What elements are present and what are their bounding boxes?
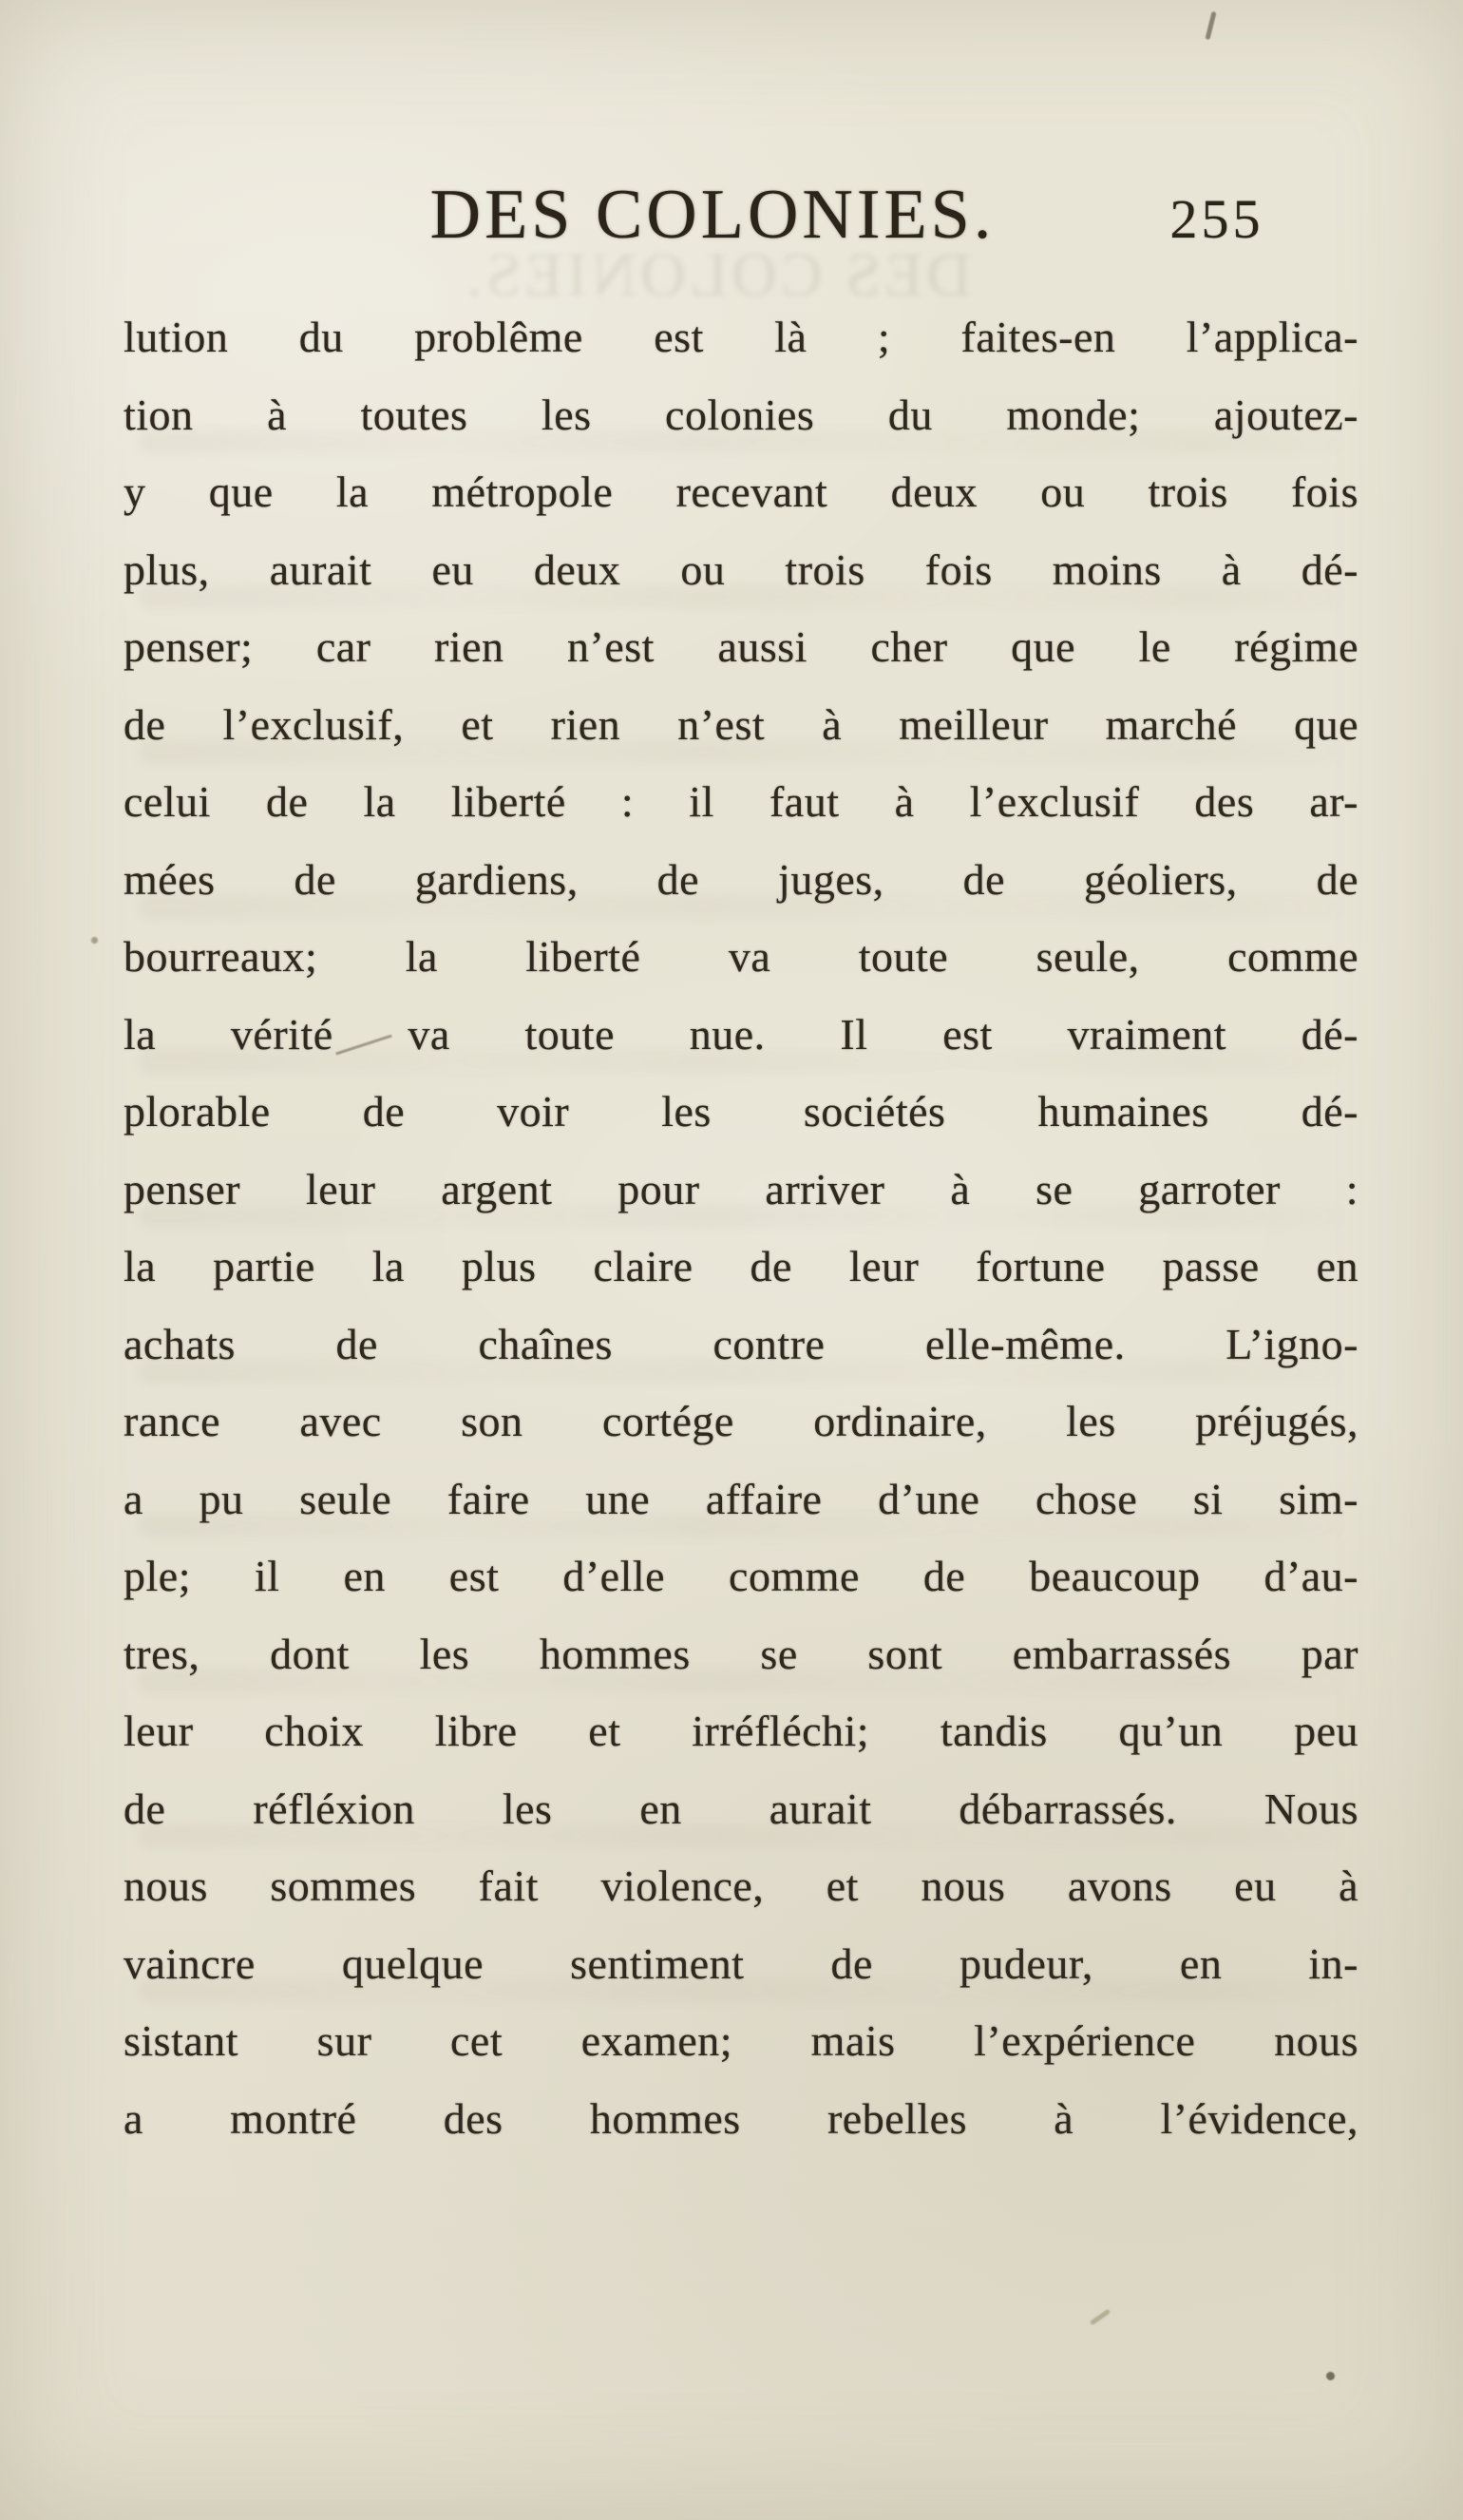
- text-line: celui de la liberté : il faut à l’exclusif des ar-: [124, 777, 1358, 826]
- text-line: leur choix libre et irréfléchi; tandis qu’un peu: [124, 1707, 1358, 1755]
- text-line: tres, dont les hommes se sont embarrassés par: [124, 1629, 1358, 1678]
- body-text: [124, 298, 1358, 2157]
- text-line: plorable de voir les sociétés humaines dé-: [124, 1087, 1358, 1136]
- page-title: DES COLONIES.: [429, 176, 996, 254]
- text-line: y que la métropole recevant deux ou trois fois: [124, 468, 1358, 516]
- page-number: 255: [1169, 188, 1264, 250]
- text-line: la vérité va toute nue. Il est vraiment dé-: [124, 1009, 1358, 1059]
- text-line: penser leur argent pour arriver à se garroter :: [124, 1164, 1358, 1213]
- text-line: tion à toutes les colonies du monde; ajoutez-: [124, 390, 1358, 439]
- text-line: a montré des hommes rebelles à l’évidence,: [124, 2093, 1358, 2143]
- text-line: la partie la plus claire de leur fortune passe en: [124, 1242, 1358, 1290]
- showthrough-title: DES COLONIES.: [463, 240, 973, 310]
- text-line: a pu seule faire une affaire d’une chose si sim-: [124, 1474, 1358, 1523]
- text-line: sistant sur cet examen; mais l’expérience nous: [124, 2016, 1358, 2065]
- text-line: ple; il en est d’elle comme de beaucoup d’au-: [124, 1552, 1358, 1600]
- paper-speck: [91, 937, 98, 944]
- text-line: rance avec son cortége ordinaire, les préjugés,: [124, 1397, 1358, 1445]
- text-line: vaincre quelque sentiment de pudeur, en in-: [124, 1938, 1358, 1988]
- text-line: de réfléxion les en aurait débarrassés. Nous: [124, 1784, 1358, 1833]
- text-line: penser; car rien n’est aussi cher que le régime: [124, 622, 1358, 671]
- text-line: bourreaux; la liberté va toute seule, comme: [124, 932, 1358, 981]
- text-line: plus, aurait eu deux ou trois fois moins à dé-: [124, 544, 1358, 594]
- paper-speck: [1326, 2372, 1335, 2380]
- text-line: de l’exclusif, et rien n’est à meilleur marché que: [124, 699, 1358, 749]
- text-line: achats de chaînes contre elle-même. L’igno-: [124, 1319, 1358, 1368]
- text-line: nous sommes fait violence, et nous avons eu à: [124, 1861, 1358, 1910]
- running-header: [0, 0, 1463, 310]
- text-line: lution du problême est là ; faites-en l’applica-: [124, 313, 1358, 361]
- paper-speck: [1090, 2309, 1112, 2326]
- text-line: mées de gardiens, de juges, de géoliers, de: [124, 854, 1358, 904]
